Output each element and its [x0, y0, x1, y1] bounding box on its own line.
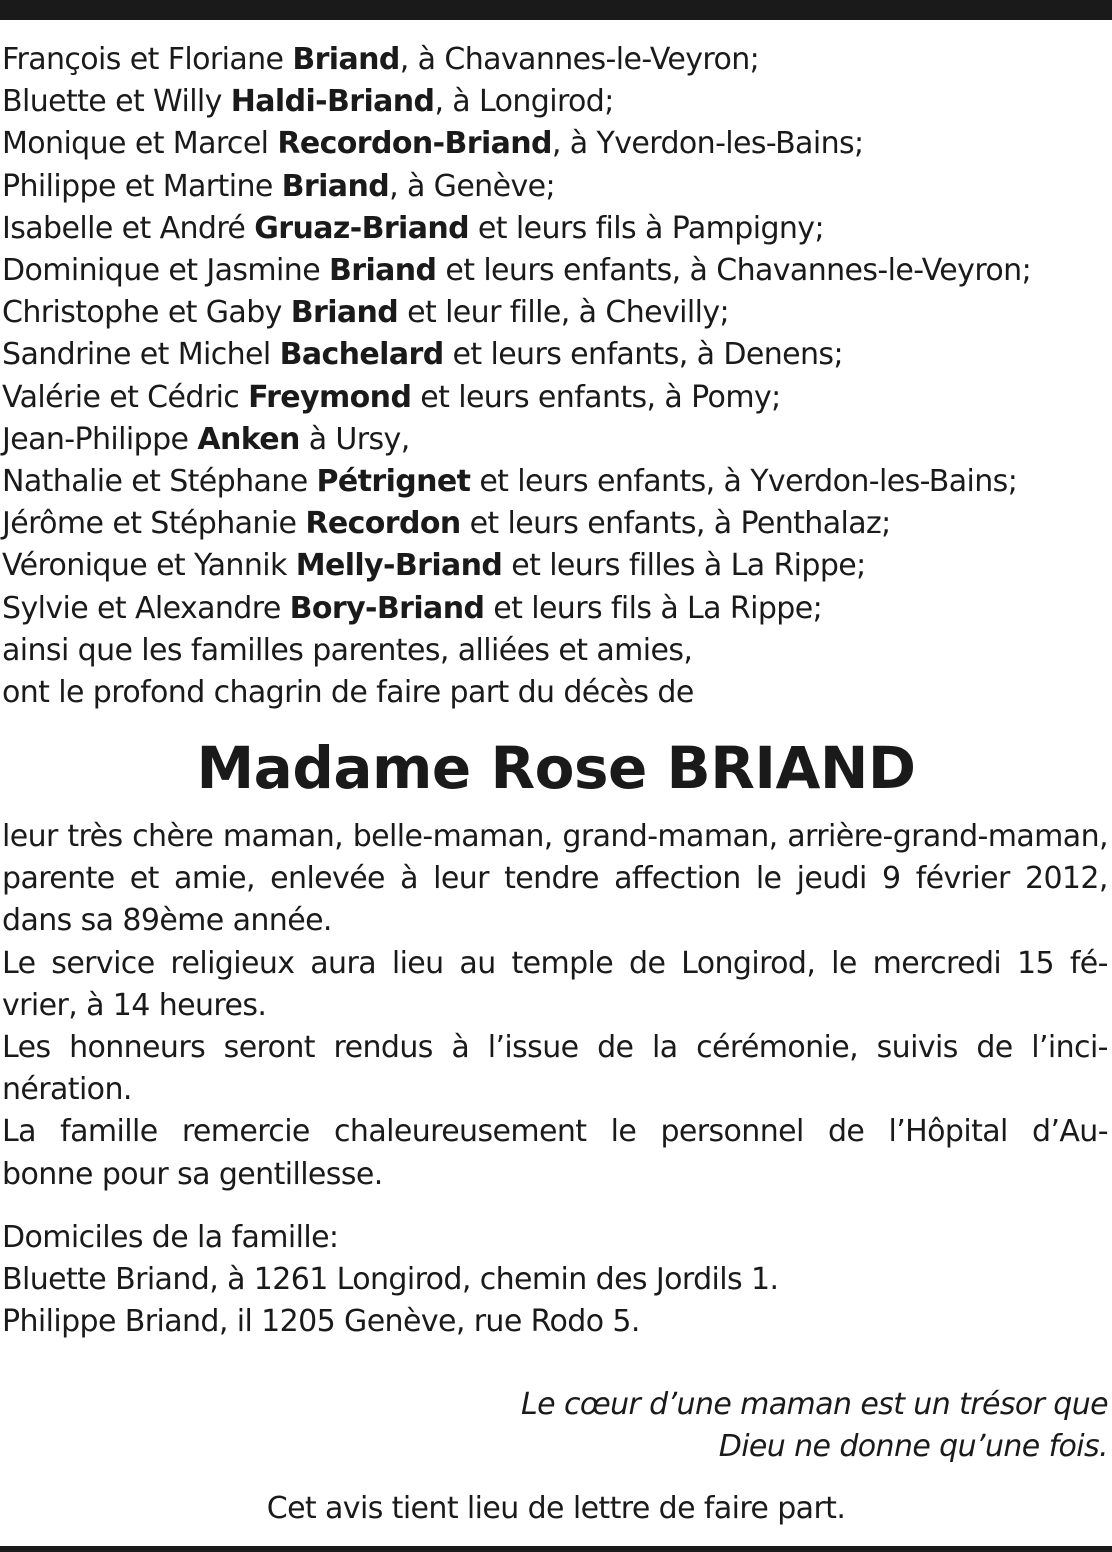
family-location: , à Yverdon-les-Bains;: [551, 126, 864, 162]
body-word: Longirod,: [681, 945, 816, 981]
family-surname: Briand: [290, 295, 399, 331]
body-word: seront: [223, 1030, 315, 1066]
deceased-name: Madame Rose BRIAND: [196, 734, 916, 802]
family-line: [2, 503, 1108, 545]
quote-line-2: Dieu ne donne qu’une fois.: [718, 1429, 1108, 1464]
family-location: et leurs filles à La Rippe;: [502, 548, 866, 584]
body-word: de: [827, 1114, 865, 1150]
family-surname: Recordon-Briand: [277, 126, 552, 162]
body-word: affection: [614, 861, 741, 897]
family-location: , à Genève;: [389, 168, 555, 204]
body-word: de: [629, 945, 666, 981]
family-members: Isabelle et André: [2, 210, 255, 246]
family-location: à Ursy,: [299, 421, 410, 457]
body-word: l’inci-: [1031, 1030, 1108, 1066]
body-line: nération.: [2, 1072, 132, 1108]
family-members: Bluette et Willy: [2, 84, 231, 120]
body-word: très: [67, 819, 123, 854]
body-word: de: [976, 1030, 1013, 1066]
body-word: rendus: [333, 1030, 433, 1066]
family-line: [2, 545, 1108, 587]
family-members: Monique et Marcel: [2, 126, 278, 162]
family-line: [2, 334, 1108, 376]
body-word: le: [755, 861, 782, 897]
body-word: à: [451, 1030, 470, 1066]
body-line: [2, 816, 1108, 858]
family-members: Sandrine et Michel: [2, 337, 280, 373]
family-members: Valérie et Cédric: [2, 379, 249, 415]
family-line: [2, 672, 1108, 714]
family-location: et leurs fils à La Rippe;: [484, 590, 823, 626]
family-location: et leurs enfants, à Penthalaz;: [460, 506, 891, 542]
family-members: ont le profond chagrin de faire part du décès de: [2, 675, 694, 711]
body-word: religieux: [170, 945, 295, 981]
body-word: amie,: [174, 861, 255, 897]
body-line: [2, 1027, 1108, 1069]
family-surname: Recordon: [305, 506, 461, 542]
family-members: Jean-Philippe: [2, 421, 198, 457]
body-word: lieu: [391, 945, 444, 981]
family-line: [2, 250, 1108, 292]
body-word: mercredi: [872, 945, 1002, 981]
bottom-rule: [0, 1546, 1112, 1552]
family-surname: Gruaz-Briand: [254, 210, 469, 246]
body-word: La: [2, 1114, 36, 1150]
body-word: famille: [60, 1114, 158, 1150]
family-members: Nathalie et Stéphane: [2, 464, 317, 500]
body-line: dans sa 89ème année.: [2, 903, 332, 939]
body-word: jeudi: [796, 861, 867, 897]
family-members: Philippe et Martine: [2, 168, 282, 204]
body-word: remercie: [181, 1114, 310, 1150]
family-members: Dominique et Jasmine: [2, 253, 329, 289]
body-line: [2, 858, 1108, 900]
family-line: [2, 588, 1108, 630]
body-word: au: [459, 945, 496, 981]
family-location: et leurs enfants, à Pomy;: [411, 379, 781, 415]
body-word: Les: [2, 1030, 51, 1066]
body-line: [2, 943, 1108, 985]
family-location: , à Longirod;: [434, 84, 614, 120]
family-members: Véronique et Yannik: [2, 548, 296, 584]
top-rule: [0, 0, 1112, 20]
body-word: de: [597, 1030, 634, 1066]
family-location: et leurs fils à Pampigny;: [469, 210, 824, 246]
body-word: l’Hôpital: [888, 1114, 1008, 1150]
memorial-quote: [208, 1384, 1108, 1468]
body-word: février: [915, 861, 1010, 897]
family-surname: Briand: [329, 253, 437, 289]
closing-note: Cet avis tient lieu de lettre de faire part.: [266, 1491, 846, 1526]
body-word: Le: [2, 945, 36, 981]
body-word: 9: [882, 861, 901, 897]
family-line: [2, 208, 1108, 250]
domicile-address-2: Philippe Briand, il 1205 Genève, rue Rodo 5.: [2, 1304, 640, 1340]
family-members: Christophe et Gaby: [2, 295, 291, 331]
body-line: bonne pour sa gentillesse.: [2, 1156, 383, 1192]
family-surname: Pétrignet: [316, 464, 471, 500]
family-members: ainsi que les familles parentes, alliées et amies,: [2, 632, 693, 668]
body-word: service: [51, 945, 155, 981]
family-location: et leur fille, à Chevilly;: [398, 295, 729, 331]
family-location: et leurs enfants, à Denens;: [443, 337, 843, 373]
quote-line-1: Le cœur d’une maman est un trésor que: [521, 1387, 1108, 1422]
body-line: [2, 1111, 1108, 1153]
body-word: le: [831, 945, 857, 981]
body-word: honneurs: [69, 1030, 206, 1066]
family-line: [2, 39, 1108, 81]
announcement-body: [2, 816, 1108, 1196]
family-surname: Freymond: [248, 379, 412, 415]
body-word: maman,: [222, 819, 344, 854]
body-word: et: [129, 861, 159, 897]
family-line: [2, 419, 1108, 461]
family-surname: Briand: [281, 168, 390, 204]
family-surname: Haldi-Briand: [230, 84, 435, 120]
body-word: la: [651, 1030, 678, 1066]
family-surname: Briand: [292, 42, 400, 77]
family-list: [2, 39, 1108, 714]
body-word: chaleureusement: [334, 1114, 587, 1150]
body-word: l’issue: [487, 1030, 579, 1066]
family-line: [2, 377, 1108, 419]
body-word: chère: [132, 819, 214, 854]
family-line: [2, 630, 1108, 672]
body-word: 15: [1017, 945, 1054, 981]
family-line: [2, 81, 1108, 123]
family-line: [2, 461, 1108, 503]
body-word: parente: [2, 861, 115, 897]
body-word: 2012,: [1024, 861, 1108, 897]
family-surname: Melly-Briand: [295, 548, 503, 584]
domicile-address-1: Bluette Briand, à 1261 Longirod, chemin des Jordils 1.: [2, 1262, 779, 1298]
body-word: arrière-grand-maman,: [787, 819, 1108, 854]
body-word: d’Au-: [1032, 1114, 1108, 1150]
family-surname: Bory-Briand: [289, 590, 485, 626]
body-word: aura: [310, 945, 376, 981]
family-members: Sylvie et Alexandre: [2, 590, 290, 626]
family-members: Jérôme et Stéphanie: [2, 506, 306, 542]
family-surname: Bachelard: [279, 337, 444, 373]
family-line: [2, 166, 1108, 208]
body-word: temple: [511, 945, 614, 981]
body-word: belle-maman,: [352, 819, 553, 854]
family-line: [2, 292, 1108, 334]
family-domiciles: [2, 1217, 1108, 1344]
domiciles-heading: Domiciles de la famille:: [2, 1220, 339, 1255]
body-line: vrier, à 14 heures.: [2, 987, 267, 1023]
body-word: suivis: [876, 1030, 958, 1066]
body-word: leur: [433, 861, 489, 897]
body-word: à: [400, 861, 418, 897]
family-line: [2, 123, 1108, 165]
body-word: grand-maman,: [562, 819, 778, 854]
body-word: cérémonie,: [696, 1030, 859, 1066]
body-word: fé-: [1069, 945, 1108, 981]
family-location: et leurs enfants, à Chavannes-le-Veyron;: [436, 253, 1032, 289]
body-word: personnel: [660, 1114, 804, 1150]
body-word: enlevée: [270, 861, 385, 897]
body-word: tendre: [504, 861, 599, 897]
family-surname: Anken: [197, 421, 300, 457]
family-location: et leurs enfants, à Yverdon-les-Bains;: [470, 464, 1018, 500]
family-members: François et Floriane: [2, 42, 293, 77]
body-word: le: [610, 1114, 637, 1150]
body-word: leur: [2, 819, 58, 854]
family-location: , à Chavannes-le-Veyron;: [399, 42, 760, 77]
